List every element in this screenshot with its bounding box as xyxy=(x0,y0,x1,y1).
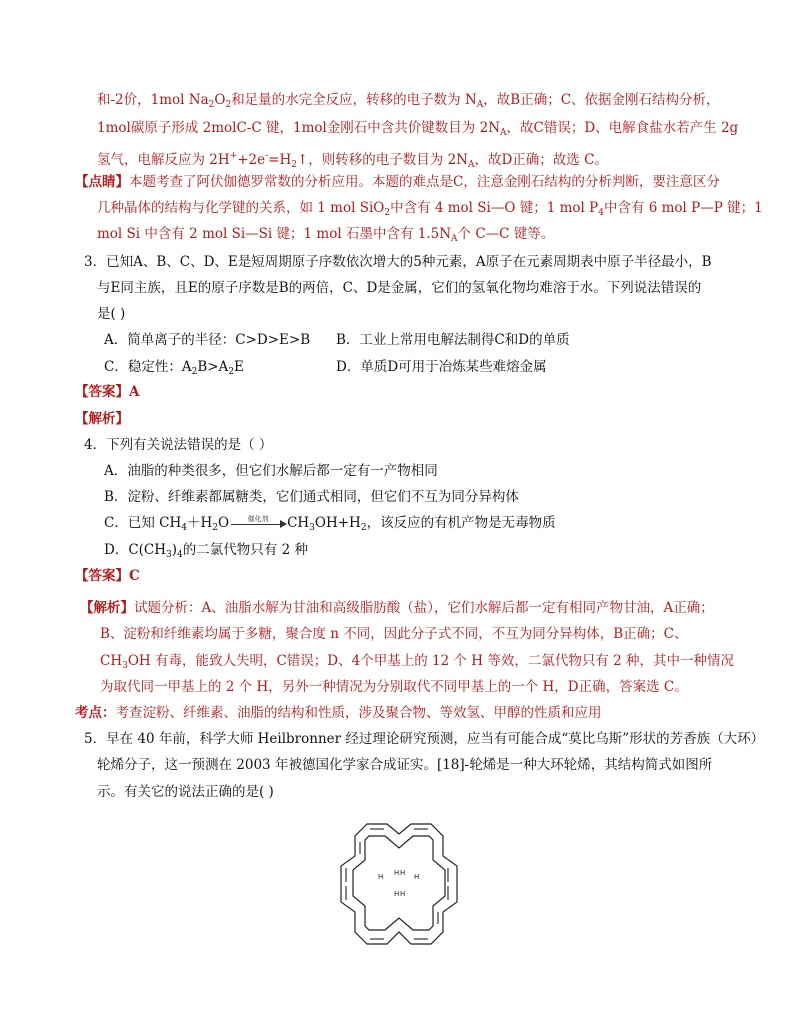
question-3-option-a: A．简单离子的半径：C>D>E>B xyxy=(104,332,311,348)
question-3-option-c: C．稳定性：$A_2B>A_2E$ xyxy=(104,359,244,377)
question-4-option-c: C．已知 $CH_4+H_2O$ 催化剂 $CH_3OH+H_2$，该反应的有机产物是无毒物质 xyxy=(104,513,556,538)
question-3-answer: 【答案】A xyxy=(75,384,140,400)
annulene-structure-diagram xyxy=(336,820,462,946)
hydrogen-label: H xyxy=(414,873,420,881)
explanation-2-line-1: 和-2价，1mol $Na_2O_2$和足量的水完全反应，转移的电子数为 $N_A$，故B正确；C、依据金刚石结构分析， xyxy=(97,92,720,110)
tip-2-line-3: mol Si 中含有 2 mol Si—Si 键；1 mol 石墨中含有 $1.5N_A$个 C—C 键等。 xyxy=(97,226,555,244)
question-3-analysis-label: 【解析】 xyxy=(75,411,129,427)
hydrogen-label: H xyxy=(400,869,406,877)
tip-2-line-2: 几种晶体的结构与化学键的关系，如 1 mol SiO$_2$中含有 4 mol Si—O 键；1 mol $P_4$中含有 6 mol P—P 键；1 xyxy=(97,200,763,218)
question-4-analysis-line-3: $CH_3OH$ 有毒，能致人失明，C错误；D、4个甲基上的 12 个 H 等效，二氯代物只有 2 种，其中一种情况 xyxy=(100,653,735,671)
question-4-analysis-line-4: 为取代同一甲基上的 2 个 H，另外一种情况为分别取代不同甲基上的一个 H，D正确，答案选 C。 xyxy=(100,679,688,695)
question-4-kaodian: 考点：考查淀粉、纤维素、油脂的结构和性质，涉及聚合物、等效氢、甲醇的性质和应用 xyxy=(75,705,602,721)
annulene-hydrogen-labels xyxy=(378,869,419,898)
question-4-analysis-line-1: 【解析】试题分析：A、油脂水解为甘油和高级脂肪酸（盐），它们水解后都一定有相同产物甘油，A正确； xyxy=(80,600,714,616)
question-5-stem-line-3: 示。有关它的说法正确的是( ) xyxy=(97,784,274,800)
question-5-stem-line-2: 轮烯分子，这一预测在 2003 年被德国化学家合成证实。[18]-轮烯是一种大环轮烯，其结构简式如图所 xyxy=(97,757,713,773)
question-4-answer: 【答案】C xyxy=(75,568,140,584)
question-3-option-d: D．单质D可用于冶炼某些难熔金属 xyxy=(336,359,547,375)
question-3-option-b: B．工业上常用电解法制得C和D的单质 xyxy=(336,332,570,348)
question-4-option-b: B．淀粉、纤维素都属糖类，它们通式相同，但它们不互为同分异构体 xyxy=(104,489,519,505)
hydrogen-label: H xyxy=(400,890,406,898)
tip-2-line-1: 【点睛】本题考查了阿伏伽德罗常数的分析应用。本题的难点是C，注意金刚石结构的分析判断，要注意区分 xyxy=(75,174,720,190)
question-3-stem-line-3: 是( ) xyxy=(97,306,126,322)
annulene-inner-ring xyxy=(353,836,445,930)
question-4-stem: 4．下列有关说法错误的是（ ） xyxy=(84,437,273,453)
explanation-2-line-3: 氢气，电解反应为 $2H^++2e^-=H_2↑$，则转移的电子数目为 $2N_A$，故D正确；故选 C。 xyxy=(97,151,608,170)
question-4-option-a: A．油脂的种类很多，但它们水解后都一定有一产物相同 xyxy=(104,463,438,479)
catalyst-label: 催化剂 xyxy=(247,515,269,523)
question-5-stem-line-1: 5．早在 40 年前，科学大师 Heilbronner 经过理论研究预测，应当有可能合成“莫比乌斯”形状的芳香族（大环） xyxy=(84,731,765,747)
tip-label: 【点睛】 xyxy=(75,174,129,190)
annulene-outer-ring xyxy=(341,824,457,944)
question-4-option-d: D．$C(CH_3)_4$的二氯代物只有 2 种 xyxy=(104,542,308,560)
hydrogen-label: H xyxy=(378,873,384,881)
hydrogen-label: H xyxy=(394,890,400,898)
question-4-analysis-line-2: B、淀粉和纤维素均属于多糖，聚合度 n 不同，因此分子式不同，不互为同分异构体，B正确；C、 xyxy=(100,626,688,642)
question-3-stem-line-2: 与E同主族，且E的原子序数是B的两倍，C、D是金属，它们的氢氧化物均难溶于水。下列说法错误的 xyxy=(97,280,702,296)
question-3-stem-line-1: 3．已知A、B、C、D、E是短周期原子序数依次增大的5种元素，A原子在元素周期表中原子半径最小，B xyxy=(84,254,712,270)
reaction-arrow-icon xyxy=(229,515,287,529)
hydrogen-label: H xyxy=(394,869,400,877)
explanation-2-line-2: 1mol碳原子形成 2molC-C 键，1mol金刚石中含共价键数目为 $2N_A$，故C错误；D、电解食盐水若产生 2g xyxy=(97,120,739,138)
